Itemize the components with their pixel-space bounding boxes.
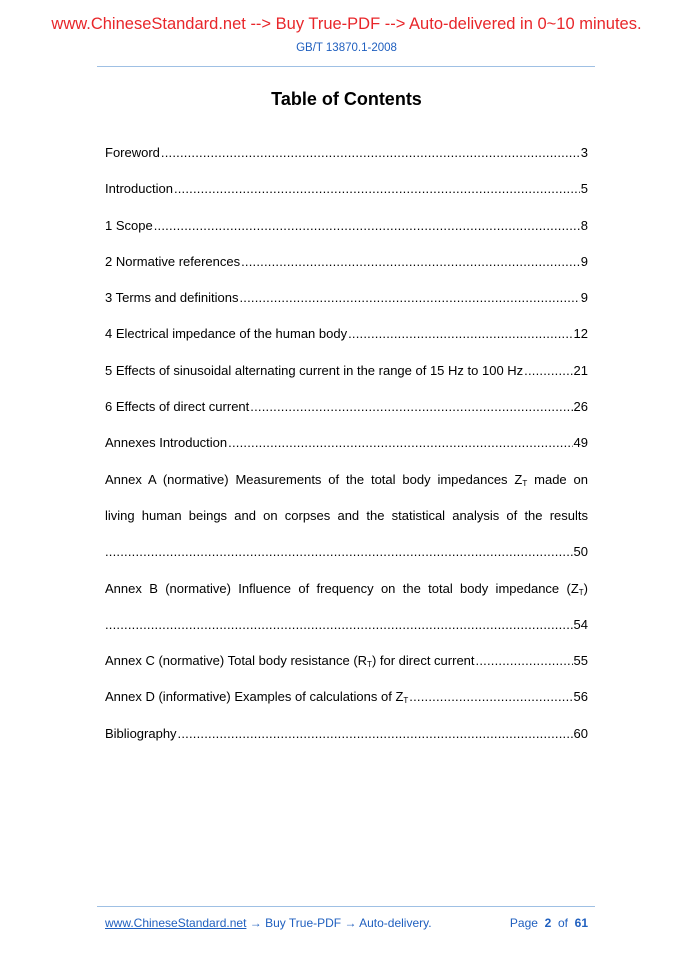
toc-leader xyxy=(154,218,580,233)
footer-divider xyxy=(97,906,595,907)
toc-entry-annex-b-line2[interactable] xyxy=(105,617,588,653)
toc-page-number: 56 xyxy=(573,689,588,705)
current-page: 2 xyxy=(544,916,552,930)
toc-leader xyxy=(409,689,572,704)
toc-entry-foreword[interactable] xyxy=(105,145,588,181)
toc-entry-annexes-introduction[interactable] xyxy=(105,435,588,471)
page-indicator: Page 2 of 61 xyxy=(509,916,588,930)
toc-entry-annex-c[interactable] xyxy=(105,653,588,689)
toc-entry-dc-effects[interactable] xyxy=(105,399,588,435)
toc-entry-introduction[interactable] xyxy=(105,181,588,217)
toc-entry-text: living human beings and on corpses and the statistical analysis of the results xyxy=(105,507,588,523)
page-footer xyxy=(105,916,588,930)
toc-leader xyxy=(524,363,572,378)
toc-entry-text: Annex C (normative) Total body resistance $(R_T)$ for direct current xyxy=(105,653,475,670)
toc-entry-ac-effects[interactable] xyxy=(105,363,588,399)
toc-entry-annex-d[interactable] xyxy=(105,689,588,725)
page-title: Table of Contents xyxy=(271,89,422,109)
total-pages: 61 xyxy=(574,916,588,930)
toc-entry-electrical-impedance[interactable] xyxy=(105,326,588,362)
toc-leader xyxy=(239,290,579,305)
toc-page-number: 21 xyxy=(573,362,588,378)
toc-entry-annex-b-line1[interactable] xyxy=(105,581,588,617)
toc-entry-text: 5 Effects of sinusoidal alternating current in the range of 15 Hz to 100 Hz xyxy=(105,362,524,378)
toc-entry-text: Annex A (normative) Measurements of the total body impedances $Z_T$ made on xyxy=(105,471,588,488)
toc-leader xyxy=(174,181,580,196)
toc-leader xyxy=(241,254,580,269)
toc-entry-text: 4 Electrical impedance of the human body xyxy=(105,326,348,342)
toc-entry-text: 2 Normative references xyxy=(105,253,241,269)
toc-entry-text: Introduction xyxy=(105,181,173,197)
toc-page-number: 60 xyxy=(573,725,588,741)
toc-entry-text: Foreword xyxy=(105,145,160,160)
toc-entry-text: Annex B (normative) Influence of frequency on the total body impedance $(Z_T)$ xyxy=(105,580,588,597)
toc-entry-annex-a-line3[interactable] xyxy=(105,544,588,580)
standard-number: GB/T 13870.1-2008 xyxy=(296,42,397,54)
toc-leader xyxy=(105,617,573,632)
toc-page-number: 54 xyxy=(573,616,588,632)
toc-entry-scope[interactable] xyxy=(105,218,588,254)
toc-entry-annex-a-line2[interactable] xyxy=(105,508,588,544)
toc-entry-bibliography[interactable] xyxy=(105,726,588,762)
toc-entry-terms-and-definitions[interactable] xyxy=(105,290,588,326)
toc-entry-text: Annex D (informative) Examples of calculations of $Z_T$ xyxy=(105,689,409,706)
promo-banner[interactable]: www.ChineseStandard.net --> Buy True-PDF --> Auto-delivered in 0~10 minutes. xyxy=(51,15,642,33)
header-divider xyxy=(97,66,595,67)
footer-promo-text: → Buy True-PDF → Auto-delivery. xyxy=(246,916,432,930)
toc-page-number: 12 xyxy=(573,326,588,342)
toc-leader xyxy=(105,544,573,559)
toc-entry-annex-a-line1[interactable] xyxy=(105,472,588,508)
toc-page-number: 49 xyxy=(573,435,588,451)
toc-page-number: 3 xyxy=(580,145,588,160)
toc-leader xyxy=(228,435,572,450)
toc-entry-normative-references[interactable] xyxy=(105,254,588,290)
footer-site-link[interactable]: www.ChineseStandard.net xyxy=(105,916,247,930)
toc-page-number: 55 xyxy=(573,653,588,669)
toc-entry-text: 3 Terms and definitions xyxy=(105,290,239,306)
toc-entry-text: 6 Effects of direct current xyxy=(105,399,250,415)
toc-page-number: 5 xyxy=(580,181,588,197)
toc-page-number: 26 xyxy=(573,399,588,415)
toc-leader xyxy=(348,326,572,341)
toc-entry-text: 1 Scope xyxy=(105,217,153,233)
toc-page-number: 9 xyxy=(580,290,588,306)
footer-promo xyxy=(105,916,432,930)
table-of-contents xyxy=(105,145,588,762)
toc-entry-text: Annexes Introduction xyxy=(105,435,228,451)
toc-page-number: 8 xyxy=(580,217,588,233)
toc-page-number: 9 xyxy=(580,253,588,269)
toc-leader xyxy=(178,726,573,741)
toc-page-number: 50 xyxy=(573,544,588,560)
toc-leader xyxy=(476,653,573,668)
toc-leader xyxy=(250,399,572,414)
toc-leader xyxy=(161,145,580,160)
toc-entry-text: Bibliography xyxy=(105,725,177,741)
